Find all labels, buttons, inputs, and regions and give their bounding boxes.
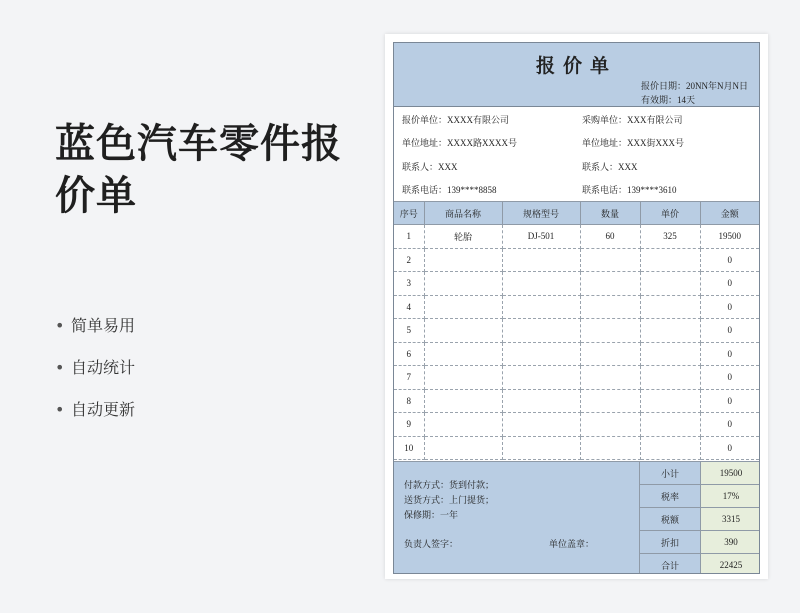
table-cell: 0	[700, 319, 759, 343]
table-cell: 4	[394, 295, 424, 319]
feature-item: • 自动更新	[55, 397, 135, 439]
bullet-icon: •	[55, 316, 65, 335]
table-row	[394, 342, 759, 366]
table-cell: 轮胎	[424, 225, 502, 249]
page-headline	[55, 118, 365, 222]
table-cell	[640, 436, 700, 460]
table-cell	[640, 272, 700, 296]
table-cell	[502, 319, 580, 343]
feature-list	[55, 313, 135, 439]
table-cell	[502, 295, 580, 319]
bullet-icon: •	[55, 400, 65, 419]
summary-row: 合计 22425	[640, 554, 760, 575]
table-row	[394, 413, 759, 437]
quote-terms	[394, 462, 640, 574]
table-cell	[424, 413, 502, 437]
table-row	[394, 319, 759, 343]
table-cell: 325	[640, 225, 700, 249]
table-cell	[580, 366, 640, 390]
column-header: 序号	[394, 202, 424, 225]
table-cell	[424, 342, 502, 366]
bullet-icon: •	[55, 358, 65, 377]
table-cell: 1	[394, 225, 424, 249]
table-cell	[580, 248, 640, 272]
table-cell: 5	[394, 319, 424, 343]
table-cell: 7	[394, 366, 424, 390]
table-cell	[640, 413, 700, 437]
buyer-phone: 联系电话：139****3610	[582, 185, 677, 195]
table-cell	[640, 342, 700, 366]
table-cell	[580, 436, 640, 460]
table-cell	[424, 319, 502, 343]
table-cell: 2	[394, 248, 424, 272]
signer-label: 负责人签字：	[404, 539, 459, 549]
quote-valid-period: 有效期：14天	[641, 95, 696, 105]
item-table-body	[394, 225, 759, 460]
buyer-contact: 联系人：XXX	[582, 162, 638, 172]
table-cell	[424, 389, 502, 413]
table-cell	[580, 295, 640, 319]
table-cell	[424, 366, 502, 390]
summary-row: 折扣 390	[640, 531, 760, 554]
column-header: 商品名称	[424, 202, 502, 225]
table-cell	[640, 319, 700, 343]
table-cell	[424, 272, 502, 296]
column-header: 金额	[700, 202, 759, 225]
column-header: 规格型号	[502, 202, 580, 225]
column-header: 数量	[580, 202, 640, 225]
quote-footer	[394, 461, 759, 574]
item-table	[394, 201, 759, 460]
table-row	[394, 366, 759, 390]
table-cell	[580, 342, 640, 366]
feature-item: • 简单易用	[55, 313, 135, 355]
table-cell	[424, 248, 502, 272]
table-cell	[580, 413, 640, 437]
quote-address: 单位地址：XXXX路XXXX号	[402, 138, 517, 148]
quote-sheet-preview[interactable]	[385, 34, 768, 579]
table-row	[394, 272, 759, 296]
table-cell: DJ-501	[502, 225, 580, 249]
quote-header	[394, 43, 759, 107]
table-cell: 6	[394, 342, 424, 366]
table-cell: 3	[394, 272, 424, 296]
table-cell: 0	[700, 272, 759, 296]
quote-document	[393, 42, 760, 574]
table-cell	[580, 272, 640, 296]
quote-unit: 报价单位：XXXX有限公司	[402, 115, 509, 125]
table-cell: 0	[700, 413, 759, 437]
table-row	[394, 225, 759, 249]
table-row	[394, 436, 759, 460]
quote-date: 报价日期：20NN年N月N日	[641, 81, 748, 91]
headline-line-1: 蓝色汽车零件报	[55, 121, 342, 167]
table-cell: 0	[700, 366, 759, 390]
table-cell	[580, 389, 640, 413]
table-cell	[502, 413, 580, 437]
table-cell: 0	[700, 295, 759, 319]
payment-method: 付款方式：货到付款；	[404, 480, 495, 490]
table-cell	[424, 295, 502, 319]
table-cell: 19500	[700, 225, 759, 249]
table-cell: 0	[700, 248, 759, 272]
table-cell	[502, 436, 580, 460]
table-cell: 10	[394, 436, 424, 460]
table-cell: 0	[700, 389, 759, 413]
column-header: 单价	[640, 202, 700, 225]
table-cell: 60	[580, 225, 640, 249]
table-cell	[640, 389, 700, 413]
table-row	[394, 248, 759, 272]
warranty-period: 保修期：一年	[404, 510, 459, 520]
headline-line-2: 价单	[55, 173, 137, 219]
buyer-address: 单位地址：XXX街XXX号	[582, 138, 684, 148]
quote-phone: 联系电话：139****8858	[402, 185, 497, 195]
table-cell	[580, 319, 640, 343]
table-row	[394, 389, 759, 413]
table-cell: 0	[700, 342, 759, 366]
table-cell	[502, 389, 580, 413]
buyer-unit: 采购单位：XXX有限公司	[582, 115, 683, 125]
table-cell	[502, 272, 580, 296]
quote-title: 报价单	[535, 55, 617, 77]
delivery-method: 送货方式：上门提货；	[404, 495, 495, 505]
feature-item: • 自动统计	[55, 355, 135, 397]
table-cell: 8	[394, 389, 424, 413]
seal-label: 单位盖章：	[549, 539, 595, 549]
summary-row: 税率 17%	[640, 485, 760, 508]
summary-row: 税额 3315	[640, 508, 760, 531]
table-cell: 9	[394, 413, 424, 437]
table-cell	[502, 248, 580, 272]
table-cell	[502, 366, 580, 390]
quote-contact: 联系人：XXX	[402, 162, 458, 172]
table-cell	[640, 248, 700, 272]
table-cell	[640, 295, 700, 319]
item-table-header	[394, 202, 759, 225]
table-cell	[502, 342, 580, 366]
table-cell	[640, 366, 700, 390]
summary-row: 小计 19500	[640, 462, 760, 485]
summary-table	[640, 462, 760, 574]
table-cell	[424, 436, 502, 460]
table-row	[394, 295, 759, 319]
table-cell: 0	[700, 436, 759, 460]
